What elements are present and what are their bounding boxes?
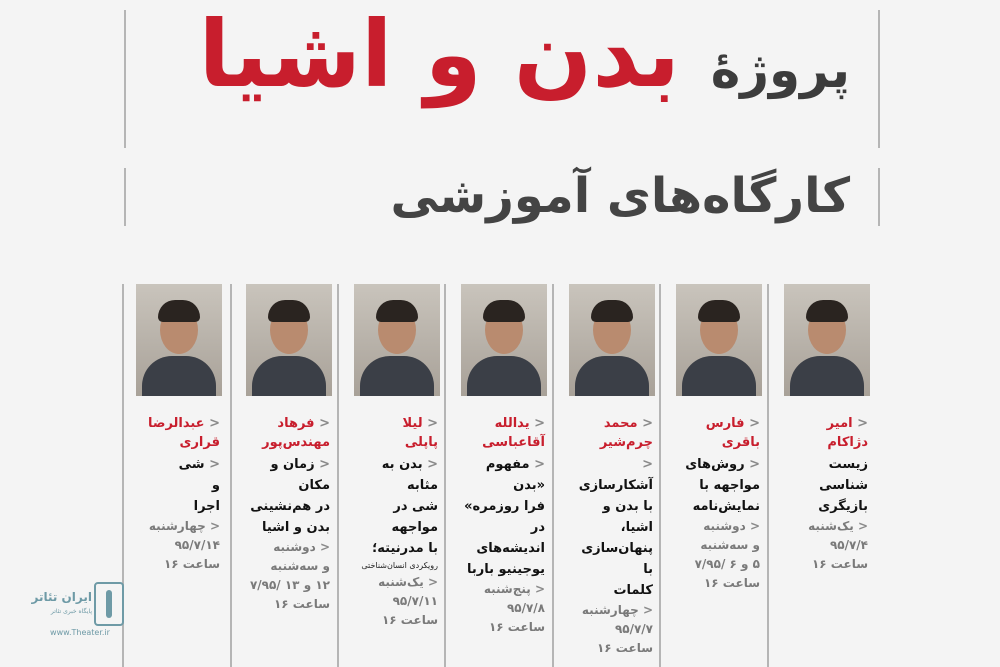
instructor-name: < یدالله آقاعباسی bbox=[482, 416, 545, 450]
title-divider-right bbox=[878, 10, 880, 148]
instructor-photo bbox=[354, 284, 440, 396]
instructor-photo bbox=[246, 284, 332, 396]
chevron-icon: < bbox=[422, 416, 438, 431]
chevron-icon: < bbox=[642, 457, 653, 472]
chevron-icon: < bbox=[745, 519, 760, 533]
workshop-topic: < آشکارسازی با بدن و اشیا، پنهان‌سازی با کلمات bbox=[578, 457, 653, 598]
instructor-name: < فارس باقری bbox=[705, 416, 760, 450]
instructor-column bbox=[354, 284, 440, 667]
column-divider bbox=[552, 284, 554, 667]
chevron-icon: < bbox=[314, 416, 330, 431]
workshop-topic: < مفهوم «بدن فرا روزمره» در اندیشه‌های یوجینیو باربا bbox=[464, 457, 545, 577]
watermark-url: www.Theater.ir bbox=[50, 628, 110, 637]
chevron-icon: < bbox=[744, 457, 760, 472]
workshop-schedule: < یک‌شنبه ۹۵/۷/۴ ساعت ۱۶ bbox=[808, 519, 868, 571]
instructor-name: < عبدالرضا قراری bbox=[148, 416, 220, 450]
instructor-photo bbox=[569, 284, 655, 396]
workshop-schedule: < دوشنبه و سه‌شنبه ۱۲ و ۱۳ /۷/۹۵ ساعت ۱۶ bbox=[249, 540, 330, 611]
subtitle-divider-left bbox=[124, 168, 126, 226]
workshop-note: رویکردی انسان‌شناختی bbox=[361, 561, 438, 570]
column-divider bbox=[230, 284, 232, 667]
workshop-topic: زیست شناسی بازیگری bbox=[818, 457, 868, 514]
column-divider bbox=[659, 284, 661, 667]
chevron-icon: < bbox=[853, 519, 868, 533]
instructor-name: < لیلا پاپلی bbox=[402, 416, 438, 450]
instructor-column bbox=[569, 284, 655, 667]
instructor-column bbox=[246, 284, 332, 667]
workshop-topic: < زمان و مکان در هم‌نشینی بدن و اشیا bbox=[250, 457, 330, 535]
chevron-icon: < bbox=[637, 416, 653, 431]
subtitle-divider-right bbox=[878, 168, 880, 226]
chevron-icon: < bbox=[315, 540, 330, 554]
workshop-topic: < بدن به مثابه شی در مواجهه با مدرنیته؛ bbox=[372, 457, 438, 556]
chevron-icon: < bbox=[204, 457, 220, 472]
chevron-icon: < bbox=[530, 582, 545, 596]
workshop-topic: < روش‌های مواجهه با نمایش‌نامه bbox=[685, 457, 760, 514]
chevron-icon: < bbox=[744, 416, 760, 431]
watermark-name: ایران تئاتر bbox=[31, 590, 92, 604]
instructor-column bbox=[676, 284, 762, 667]
instructor-column bbox=[136, 284, 222, 667]
chevron-icon: < bbox=[638, 603, 653, 617]
instructor-name: < امیر دژاکام bbox=[826, 416, 868, 450]
chevron-icon: < bbox=[423, 575, 438, 589]
column-divider bbox=[444, 284, 446, 667]
instructor-photo bbox=[136, 284, 222, 396]
workshop-schedule: < یک‌شنبه ۹۵/۷/۱۱ ساعت ۱۶ bbox=[378, 575, 438, 627]
chevron-icon: < bbox=[529, 457, 545, 472]
watermark-logo bbox=[30, 578, 130, 640]
instructor-photo bbox=[461, 284, 547, 396]
instructor-name: < محمد چرم‌شیر bbox=[599, 416, 653, 450]
instructor-photo bbox=[676, 284, 762, 396]
workshop-schedule: < پنج‌شنبه ۹۵/۷/۸ ساعت ۱۶ bbox=[483, 582, 545, 634]
chevron-icon: < bbox=[204, 416, 220, 431]
instructor-name: < فرهاد مهندس‌پور bbox=[262, 416, 330, 450]
chevron-icon: < bbox=[205, 519, 220, 533]
chevron-icon: < bbox=[529, 416, 545, 431]
instructor-photo bbox=[784, 284, 870, 396]
poster-title-prefix: پروژهٔ bbox=[710, 41, 850, 99]
workshop-schedule: < چهارشنبه ۹۵/۷/۱۴ ساعت ۱۶ bbox=[148, 519, 220, 571]
watermark-subtitle: پایگاه خبری تئاتر bbox=[50, 608, 92, 615]
workshop-schedule: < دوشنبه و سه‌شنبه ۵ و ۶ /۷/۹۵ ساعت ۱۶ bbox=[694, 519, 760, 590]
column-divider bbox=[767, 284, 769, 667]
chevron-icon: < bbox=[422, 457, 438, 472]
theater-logo-icon bbox=[94, 582, 124, 626]
instructor-column bbox=[461, 284, 547, 667]
poster-title: بدن و اشیا bbox=[198, 1, 680, 108]
chevron-icon: < bbox=[852, 416, 868, 431]
workshop-topic: < شی و اجرا bbox=[178, 457, 220, 514]
poster-subtitle: کارگاه‌های آموزشی bbox=[390, 168, 850, 224]
workshop-schedule: < چهارشنبه ۹۵/۷/۷ ساعت ۱۶ bbox=[581, 603, 653, 655]
instructor-column bbox=[784, 284, 870, 667]
chevron-icon: < bbox=[314, 457, 330, 472]
column-divider bbox=[337, 284, 339, 667]
